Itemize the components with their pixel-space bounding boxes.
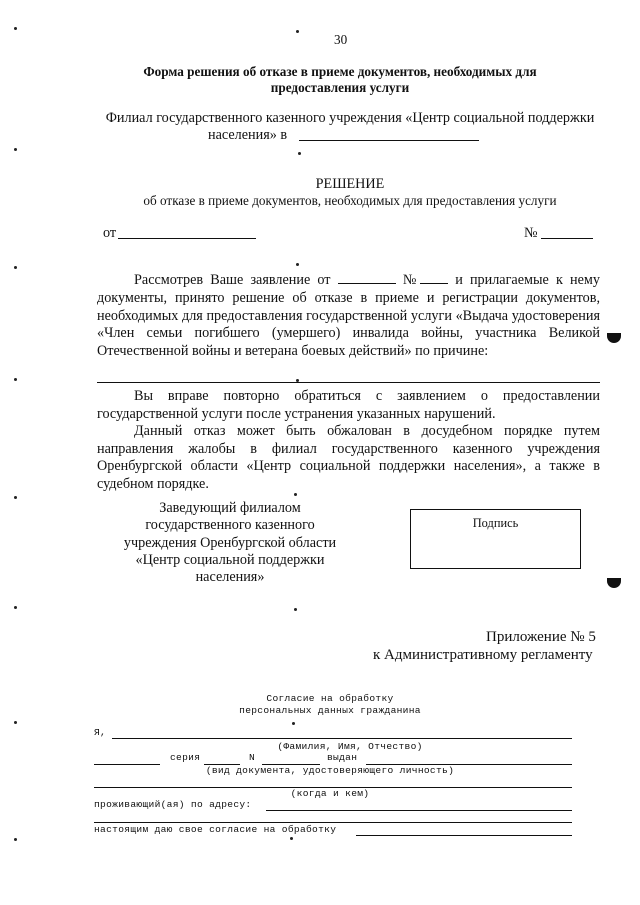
scan-speck	[296, 30, 299, 33]
signer-line-2: государственного казенного	[145, 517, 315, 534]
consent-blank-line	[356, 835, 572, 836]
fio-blank-line	[112, 738, 572, 739]
signer-line-5: населения»	[195, 569, 265, 586]
scan-speck	[296, 379, 299, 382]
signer-line-1: Заведующий филиалом	[159, 500, 301, 516]
consent-label: настоящим даю свое согласие на обработку	[94, 824, 337, 835]
scan-speck	[14, 496, 17, 499]
scan-speck	[14, 721, 17, 724]
scan-speck	[14, 266, 17, 269]
signature-label: Подпись	[472, 516, 519, 530]
signer-line-3: учреждения Оренбургской области	[123, 534, 337, 551]
para1-date-blank	[338, 272, 396, 284]
paragraph-retry: Вы вправе повторно обратиться с заявлением о предоставлении государственной услуги после устранения указанных нарушений.	[97, 388, 600, 422]
scan-speck	[294, 493, 297, 496]
scan-speck	[14, 838, 17, 841]
paragraph-reason	[97, 272, 600, 361]
scan-speck	[292, 722, 295, 725]
from-blank-line	[118, 238, 256, 239]
issued-label: выдан	[327, 752, 358, 763]
number-label: №	[524, 225, 538, 241]
address-blank-line-2	[94, 822, 572, 823]
appendix-reference: к Административному регламенту	[373, 647, 593, 663]
series-left-blank	[94, 764, 160, 765]
scan-speck	[296, 263, 299, 266]
address-label: проживающий(ая) по адресу:	[94, 799, 252, 810]
scan-speck	[14, 606, 17, 609]
binder-hole-mark	[607, 333, 621, 343]
branch-blank-line	[299, 140, 479, 141]
page-number: 30	[334, 32, 348, 47]
number-blank-line	[541, 238, 593, 239]
reason-blank-line	[97, 382, 600, 383]
decision-title: РЕШЕНИЕ	[315, 176, 385, 192]
scan-speck	[14, 148, 17, 151]
signature-box	[410, 509, 581, 569]
scan-speck	[14, 378, 17, 381]
from-label: от	[103, 225, 117, 241]
fio-hint: (Фамилия, Имя, Отчество)	[277, 741, 423, 752]
binder-hole-mark	[607, 578, 621, 588]
series-label: серия	[170, 752, 201, 763]
paragraph-appeal: Данный отказ может быть обжалован в досудебном порядке путем направления жалобы в филиал государственного казенного учреждения Оренбургской области «Центр социальной поддержки населения», а также в судебном порядке.	[97, 423, 600, 492]
when-hint: (когда и кем)	[290, 788, 370, 799]
appendix-number: Приложение № 5	[486, 629, 596, 645]
doc-hint: (вид документа, удостоверяющего личность)	[205, 765, 455, 776]
address-blank-line	[266, 810, 572, 811]
branch-line-1: Филиал государственного казенного учреждения «Центр социальной поддержки	[105, 110, 595, 126]
consent-title-1: Согласие на обработку	[266, 693, 394, 704]
form-title: Форма решения об отказе в приеме документов, необходимых для предоставления услуги	[143, 64, 537, 95]
para1-part1: Рассмотрев Ваше заявление от	[134, 272, 331, 288]
para1-part2: №	[402, 272, 421, 288]
scan-speck	[298, 152, 301, 155]
signer-block	[100, 500, 360, 586]
para1-part3: и прилагаемые к нему документы, принято решение об отказе в приеме и регистрации документов, необходимых для предоставления государственной услуги «Выдача удостоверения «Член семьи погибшего (умершего) инвалида войны, участника Великой Отечественной войны и ветерана боевых действий» по причине:	[97, 272, 601, 360]
branch-line-2: населения» в	[208, 127, 288, 143]
scan-speck	[294, 608, 297, 611]
i-label: Я,	[94, 727, 107, 738]
scan-speck	[290, 837, 293, 840]
signer-line-4: «Центр социальной поддержки	[135, 551, 325, 568]
scan-speck	[14, 27, 17, 30]
n-label: N	[249, 752, 256, 763]
consent-title-2: персональных данных гражданина	[239, 705, 421, 716]
decision-subtitle: об отказе в приеме документов, необходимых для предоставления услуги	[143, 193, 557, 208]
para1-number-blank	[420, 272, 448, 284]
